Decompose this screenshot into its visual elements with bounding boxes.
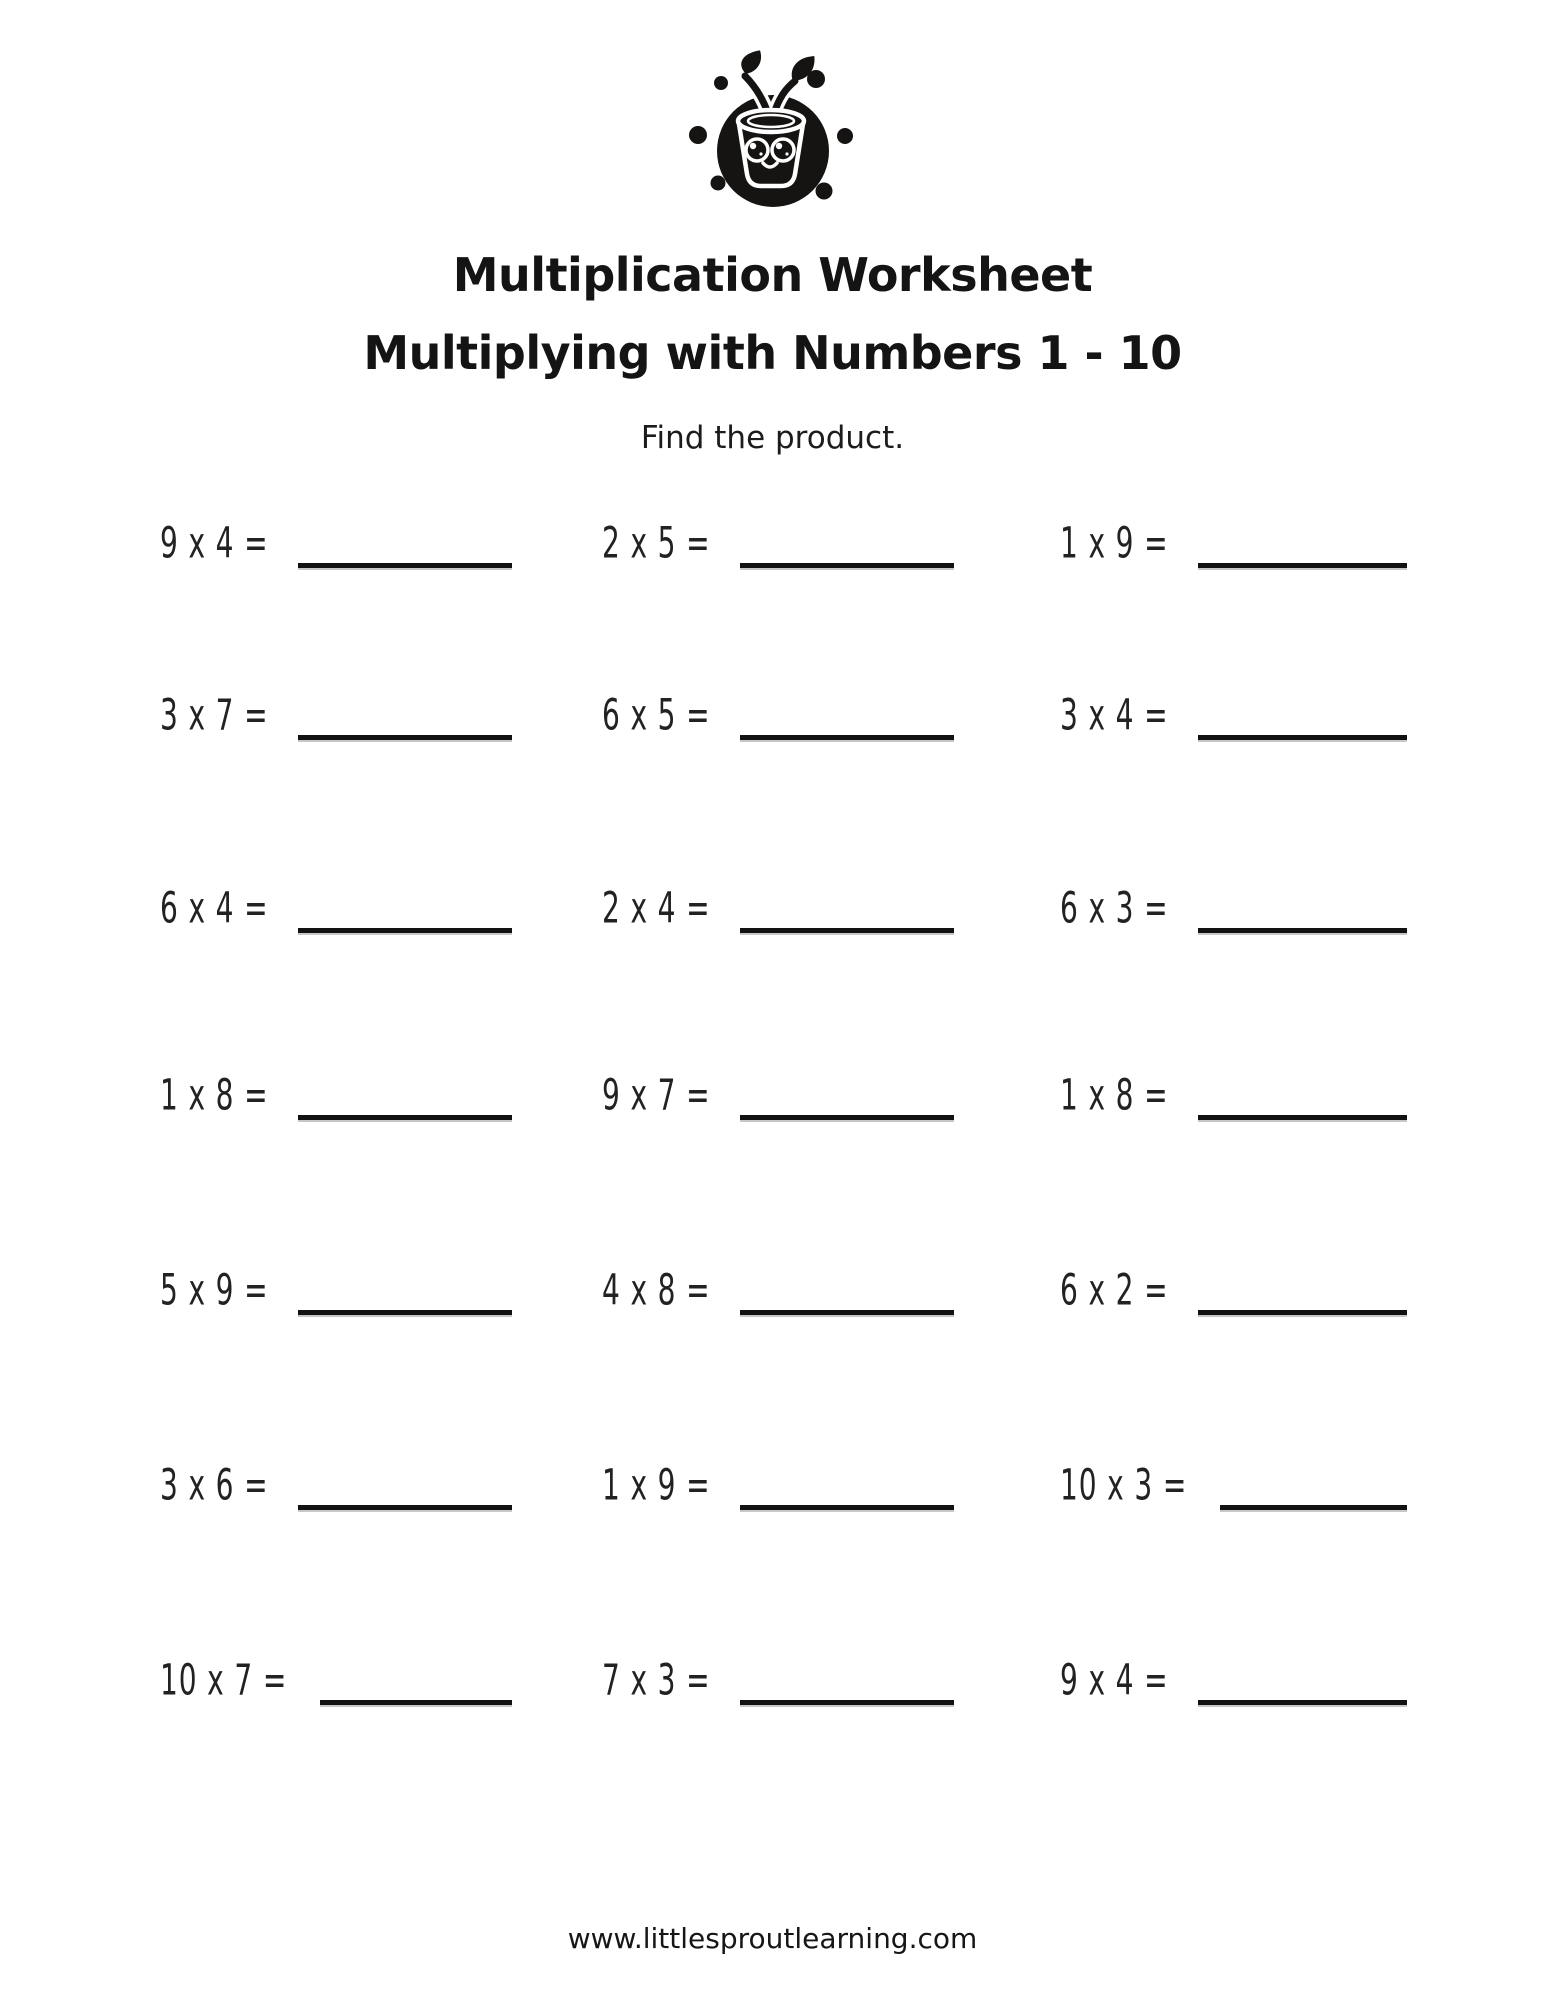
problem-expression: 2 x 5 = bbox=[602, 517, 711, 568]
problem-expression: 2 x 4 = bbox=[602, 882, 711, 933]
problem-cell bbox=[1060, 1647, 1407, 1705]
problem-expression: 6 x 2 = bbox=[1060, 1264, 1169, 1315]
answer-blank bbox=[1198, 1115, 1407, 1120]
answer-blank bbox=[298, 1310, 512, 1315]
title-line-2: Multiplying with Numbers 1 - 10 bbox=[363, 326, 1182, 380]
problem-cell bbox=[1060, 1062, 1407, 1120]
problem-cell bbox=[602, 510, 954, 568]
problem-expression: 3 x 4 = bbox=[1060, 689, 1169, 740]
answer-blank bbox=[320, 1700, 512, 1705]
problem-expression: 10 x 3 = bbox=[1060, 1459, 1188, 1510]
problem-cell bbox=[160, 1062, 512, 1120]
answer-blank bbox=[1198, 1700, 1407, 1705]
problem-expression: 9 x 4 = bbox=[1060, 1654, 1169, 1705]
problem-cell bbox=[160, 682, 512, 740]
answer-blank bbox=[740, 563, 954, 568]
answer-blank bbox=[740, 928, 954, 933]
sprout-pot-logo-icon bbox=[683, 40, 868, 215]
answer-blank bbox=[298, 735, 512, 740]
problem-cell bbox=[602, 1062, 954, 1120]
problem-expression: 4 x 8 = bbox=[602, 1264, 711, 1315]
problem-cell bbox=[602, 875, 954, 933]
problem-cell bbox=[602, 1257, 954, 1315]
answer-blank bbox=[740, 1700, 954, 1705]
problem-expression: 6 x 5 = bbox=[602, 689, 711, 740]
problem-expression: 10 x 7 = bbox=[160, 1654, 288, 1705]
problem-expression: 6 x 4 = bbox=[160, 882, 269, 933]
answer-blank bbox=[740, 735, 954, 740]
problem-cell bbox=[160, 510, 512, 568]
problem-expression: 7 x 3 = bbox=[602, 1654, 711, 1705]
answer-blank bbox=[740, 1310, 954, 1315]
problem-expression: 1 x 9 = bbox=[602, 1459, 711, 1510]
title-line-1: Multiplication Worksheet bbox=[452, 248, 1093, 302]
problem-cell bbox=[1060, 875, 1407, 933]
problem-cell bbox=[160, 1257, 512, 1315]
answer-blank bbox=[1198, 563, 1407, 568]
problem-cell bbox=[160, 875, 512, 933]
problem-expression: 1 x 8 = bbox=[160, 1069, 269, 1120]
problem-cell bbox=[1060, 1452, 1407, 1510]
problem-cell bbox=[1060, 1257, 1407, 1315]
answer-blank bbox=[1198, 735, 1407, 740]
footer-url: www.littlesproutlearning.com bbox=[567, 1922, 978, 1955]
problem-cell bbox=[160, 1647, 512, 1705]
problem-cell bbox=[602, 1647, 954, 1705]
answer-blank bbox=[1198, 1310, 1407, 1315]
problem-expression: 3 x 6 = bbox=[160, 1459, 269, 1510]
problem-expression: 1 x 9 = bbox=[1060, 517, 1169, 568]
worksheet-title bbox=[0, 236, 1545, 392]
answer-blank bbox=[1220, 1505, 1407, 1510]
problem-cell bbox=[602, 682, 954, 740]
problem-expression: 9 x 7 = bbox=[602, 1069, 711, 1120]
answer-blank bbox=[298, 563, 512, 568]
problem-expression: 3 x 7 = bbox=[160, 689, 269, 740]
problem-expression: 6 x 3 = bbox=[1060, 882, 1169, 933]
problem-cell bbox=[602, 1452, 954, 1510]
answer-blank bbox=[740, 1115, 954, 1120]
problem-expression: 9 x 4 = bbox=[160, 517, 269, 568]
problem-cell bbox=[160, 1452, 512, 1510]
problem-cell bbox=[1060, 510, 1407, 568]
problem-expression: 1 x 8 = bbox=[1060, 1069, 1169, 1120]
answer-blank bbox=[298, 1115, 512, 1120]
problem-expression: 5 x 9 = bbox=[160, 1264, 269, 1315]
answer-blank bbox=[298, 1505, 512, 1510]
answer-blank bbox=[740, 1505, 954, 1510]
problem-cell bbox=[1060, 682, 1407, 740]
answer-blank bbox=[298, 928, 512, 933]
answer-blank bbox=[1198, 928, 1407, 933]
instruction-text: Find the product. bbox=[640, 420, 905, 456]
